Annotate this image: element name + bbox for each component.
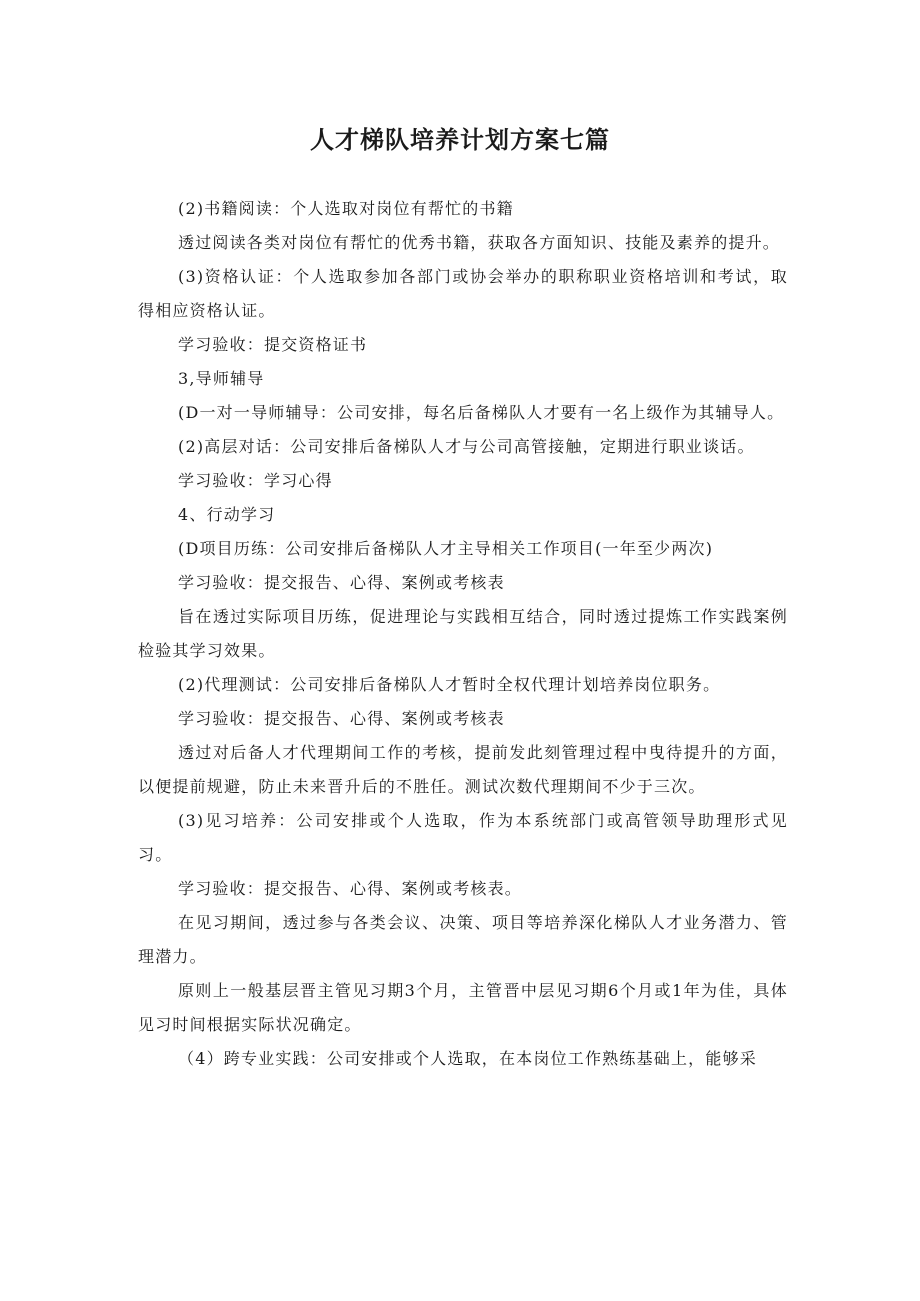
paragraph: 学习验收：学习心得 <box>178 471 333 490</box>
paragraph: (2)高层对话：公司安排后备梯队人才与公司高管接触，定期进行职业谈话。 <box>178 437 755 456</box>
document-body <box>138 192 788 1076</box>
paragraph: 学习验收：提交资格证书 <box>178 335 368 354</box>
paragraph: 学习验收：提交报告、心得、案例或考核表 <box>178 709 505 728</box>
paragraph: (D一对一导师辅导：公司安排，每名后备梯队人才要有一名上级作为其辅导人。 <box>178 403 785 422</box>
paragraph: (3)资格认证：个人选取参加各部门或协会举办的职称职业资格培训和考试，取得相应资格认证。 <box>138 267 788 320</box>
paragraph: (3)见习培养：公司安排或个人选取，作为本系统部门或高管领导助理形式见习。 <box>138 811 788 864</box>
paragraph: 学习验收：提交报告、心得、案例或考核表 <box>178 573 505 592</box>
paragraph: 原则上一般基层晋主管见习期3个月，主管晋中层见习期6个月或1年为佳，具体见习时间根据实际状况确定。 <box>138 981 788 1034</box>
paragraph: 旨在透过实际项目历练，促进理论与实践相互结合，同时透过提炼工作实践案例检验其学习效果。 <box>138 607 788 660</box>
paragraph: 透过阅读各类对岗位有帮忙的优秀书籍，获取各方面知识、技能及素养的提升。 <box>178 233 781 252</box>
paragraph: 3,导师辅导 <box>178 369 265 388</box>
page-title: 人才梯队培养计划方案七篇 <box>310 126 610 154</box>
paragraph: (2)代理测试：公司安排后备梯队人才暂时全权代理计划培养岗位职务。 <box>178 675 721 694</box>
paragraph: 透过对后备人才代理期间工作的考核，提前发此刻管理过程中曳待提升的方面，以便提前规避，防止未来晋升后的不胜任。测试次数代理期间不少于三次。 <box>138 743 788 796</box>
paragraph: (2)书籍阅读：个人选取对岗位有帮忙的书籍 <box>178 199 514 218</box>
paragraph: 在见习期间，透过参与各类会议、决策、项目等培养深化梯队人才业务潜力、管理潜力。 <box>138 913 788 966</box>
paragraph: (D项目历练：公司安排后备梯队人才主导相关工作项目(一年至少两次) <box>178 539 714 558</box>
paragraph: （4）跨专业实践：公司安排或个人选取，在本岗位工作熟练基础上，能够采 <box>178 1049 757 1068</box>
paragraph: 学习验收：提交报告、心得、案例或考核表。 <box>178 879 523 898</box>
paragraph: 4、行动学习 <box>178 505 276 524</box>
